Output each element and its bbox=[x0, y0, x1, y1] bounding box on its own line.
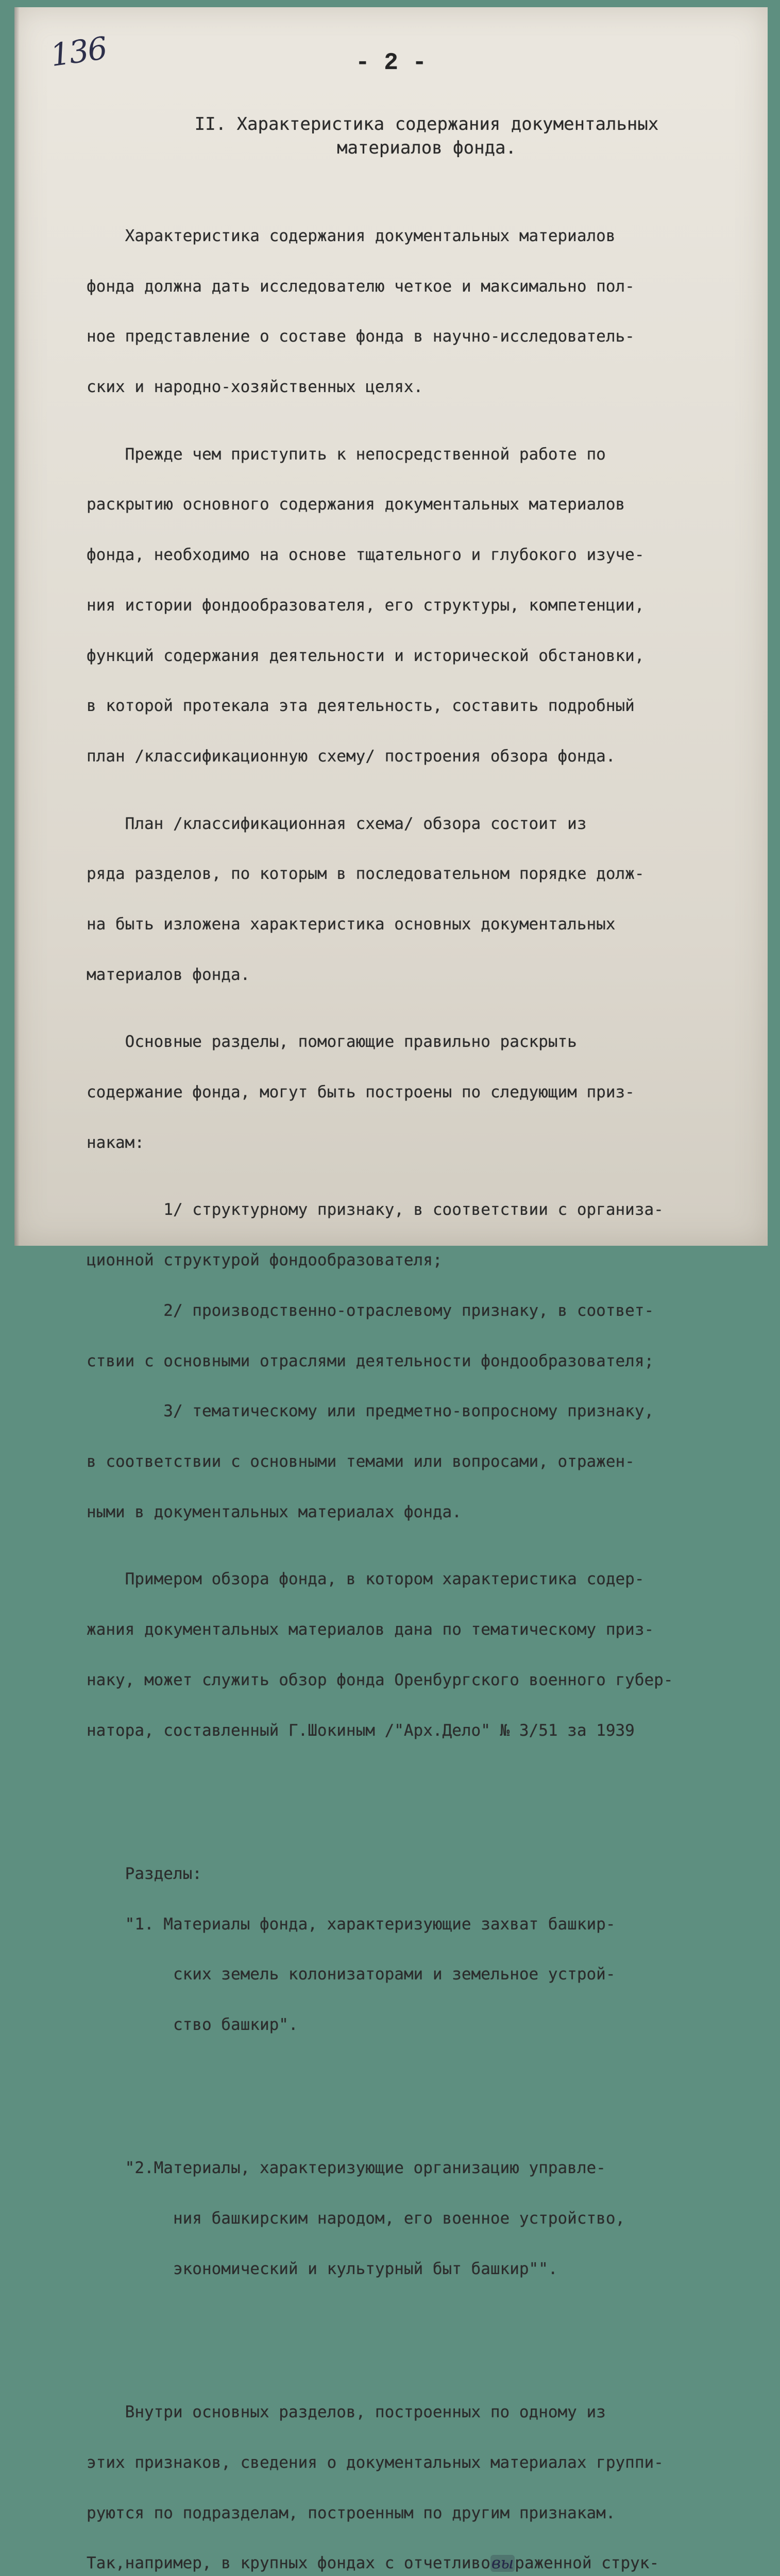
text-line: ционной структурой фондообразователя; bbox=[87, 1251, 443, 1269]
text-line: план /классификационную схему/ построения обзора фонда. bbox=[87, 747, 616, 766]
text-line: функций содержания деятельности и исторической обстановки, bbox=[87, 646, 645, 665]
document-body bbox=[87, 177, 767, 2576]
text-line: руются по подразделам, построенным по другим признакам. bbox=[87, 2503, 616, 2522]
spacer bbox=[87, 2328, 767, 2353]
text-line: Основные разделы, помогающие правильно раскрыть bbox=[87, 1032, 577, 1052]
text-line: ное представление о составе фонда в научно-исследователь- bbox=[87, 327, 635, 346]
spacer bbox=[87, 2084, 767, 2110]
text-line: в которой протекала эта деятельность, составить подробный bbox=[87, 697, 635, 716]
text-line: ских земель колонизаторами и земельное устрой- bbox=[87, 1965, 616, 1984]
text-line: этих признаков, сведения о документальных материалах группи- bbox=[87, 2453, 664, 2472]
text-line: ными в документальных материалах фонда. bbox=[87, 1502, 462, 1521]
text-line: Примером обзора фонда, в котором характеристика содер- bbox=[87, 1570, 645, 1589]
text-line: наку, может служить обзор фонда Оренбургского военного губер- bbox=[87, 1670, 673, 1689]
text-line: 3/ тематическому или предметно-вопросному признаку, bbox=[87, 1402, 654, 1421]
text-line: раскрытию основного содержания документальных материалов bbox=[87, 495, 625, 514]
text-line: накам: bbox=[87, 1133, 144, 1152]
text-line: материалов фонда. bbox=[87, 965, 250, 984]
text-line: на быть изложена характеристика основных документальных bbox=[87, 915, 616, 934]
document-page bbox=[14, 7, 768, 2573]
text-line: в соответствии с основными темами или вопросами, отражен- bbox=[87, 1452, 635, 1471]
text-line: ряда разделов, по которым в последовательном порядке долж- bbox=[87, 865, 645, 884]
text-line: ния башкирским народом, его военное устройство, bbox=[87, 2209, 625, 2228]
text-line: 2/ производственно-отраслевому признаку, в соответ- bbox=[87, 1301, 654, 1320]
spacer bbox=[87, 1789, 767, 1815]
text-line-with-correction bbox=[87, 2555, 767, 2572]
text-line: ствии с основными отраслями деятельности фондообразователя; bbox=[87, 1351, 654, 1370]
text-line: натора, составленный Г.Шокиным /"Арх.Дело" № 3/51 за 1939 bbox=[87, 1721, 635, 1740]
archive-page-number: 136 bbox=[48, 30, 109, 74]
handwritten-correction: вы bbox=[491, 2554, 514, 2573]
text-fragment: раженной струк- bbox=[515, 2554, 659, 2573]
text-line: Внутри основных разделов, построенных по одному из bbox=[87, 2403, 606, 2421]
text-line: 1/ структурному признаку, в соответствии с организа- bbox=[87, 1200, 664, 1219]
text-line: Прежде чем приступить к непосредственной работе по bbox=[87, 445, 606, 464]
section-heading bbox=[169, 112, 684, 160]
text-fragment: Так,например, в крупных фондах с отчетливо bbox=[87, 2554, 490, 2573]
text-line: ских и народно-хозяйственных целях. bbox=[87, 378, 423, 397]
text-line: ния истории фондообразователя, его структуры, компетенции, bbox=[87, 596, 645, 615]
text-line: фонда должна дать исследователю четкое и максимально пол- bbox=[87, 277, 635, 296]
sections-label: Разделы: bbox=[87, 1864, 202, 1883]
page-binding-edge bbox=[14, 7, 20, 1246]
heading-line: II. Характеристика содержания документальных bbox=[194, 114, 659, 134]
text-line: фонда, необходимо на основе тщательного и глубокого изуче- bbox=[87, 546, 645, 565]
text-line: ство башкир". bbox=[87, 2015, 298, 2035]
text-line: жания документальных материалов дана по тематическому приз- bbox=[87, 1620, 654, 1639]
text-line: экономический и культурный быт башкир"". bbox=[87, 2259, 558, 2278]
text-line: "1. Материалы фонда, характеризующие захват башкир- bbox=[87, 1914, 616, 1934]
text-line: Характеристика содержания документальных материалов bbox=[87, 226, 616, 245]
text-line: "2.Материалы, характеризующие организацию управле- bbox=[87, 2159, 606, 2178]
page-number: - 2 - bbox=[355, 49, 427, 76]
text-line: План /классификационная схема/ обзора состоит из bbox=[87, 814, 587, 833]
text-line: содержание фонда, могут быть построены по следующим приз- bbox=[87, 1083, 635, 1102]
heading-line: материалов фонда. bbox=[337, 138, 516, 158]
